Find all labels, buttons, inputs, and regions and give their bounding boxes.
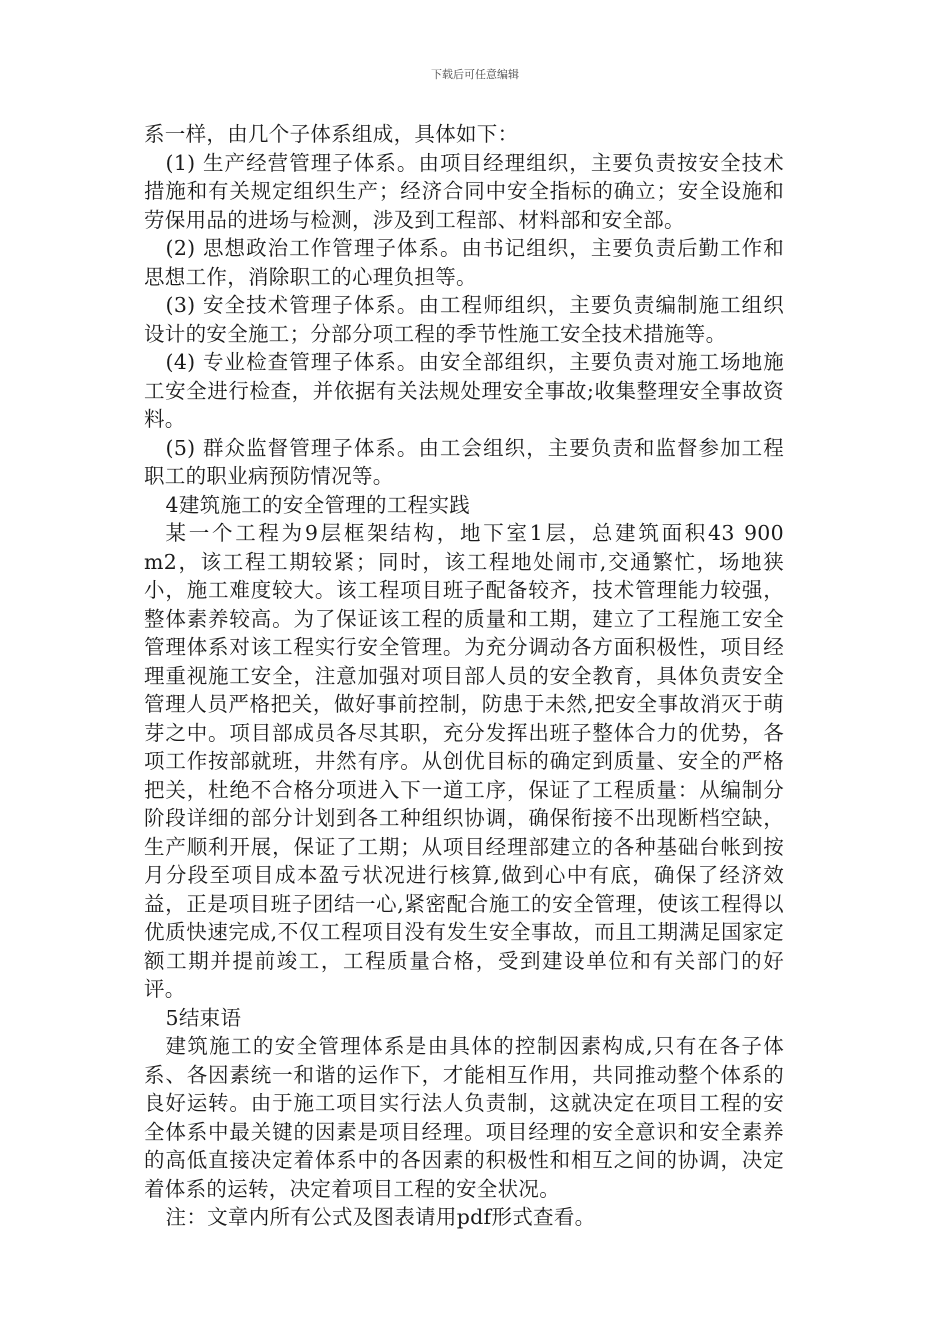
paragraph-note: 注：文章内所有公式及图表请用pdf形式查看。	[165, 1205, 596, 1229]
paragraph-intro: 系一样，由几个子体系组成，具体如下：	[144, 122, 519, 146]
paragraph-subsystem-5: (5) 群众监督管理子体系。由工会组织，主要负责和监督参加工程职工的职业病预防情况等。	[144, 435, 784, 488]
paragraph-subsystem-4: (4) 专业检查管理子体系。由安全部组织，主要负责对施工场地施工安全进行检查，并依据有关法规处理安全事故;收集整理安全事故资料。	[144, 350, 784, 431]
paragraph-practice: 某一个工程为9层框架结构，地下室1层，总建筑面积43 900 m2，该工程工期较紧；同时，该工程地处闹市,交通繁忙，场地狭小，施工难度较大。该工程项目班子配备较齐，技术管理能力较强，整体素养较高。为了保证该工程的质量和工期，建立了工程施工安全管理体系对该工程实行安全管理。为充分调动各方面积极性，项目经理重视施工安全，注意加强对项目部人员的安全教育，具体负责安全管理人员严格把关，做好事前控制，防患于未然,把安全事故消灭于萌芽之中。项目部成员各尽其职，充分发挥出班子整体合力的优势，各项工作按部就班，井然有序。从创优目标的确定到质量、安全的严格把关，杜绝不合格分项进入下一道工序，保证了工程质量：从编制分阶段详细的部分计划到各工种组织协调，确保衔接不出现断档空缺，生产顺利开展，保证了工期；从项目经理部建立的各种基础台帐到按月分段至项目成本盈亏状况进行核算,做到心中有底，确保了经济效益，正是项目班子团结一心,紧密配合施工的安全管理，使该工程得以优质快速完成,不仅工程项目没有发生安全事故，而且工期满足国家定额工期并提前竣工，工程质量合格，受到建设单位和有关部门的好评。	[144, 521, 784, 1001]
paragraph-subsystem-1: (1) 生产经营管理子体系。由项目经理组织，主要负责按安全技术措施和有关规定组织生产；经济合同中安全指标的确立；安全设施和劳保用品的进场与检测，涉及到工程部、材料部和安全部。	[144, 150, 784, 232]
page-header-note: 下载后可任意编辑	[431, 68, 519, 81]
document-body	[144, 120, 784, 1232]
section-heading-4: 4建筑施工的安全管理的工程实践	[165, 492, 471, 517]
paragraph-conclusion: 建筑施工的安全管理体系是由具体的控制因素构成,只有在各子体系、各因素统一和谐的运作下，才能相互作用，共同推动整个体系的良好运转。由于施工项目实行法人负责制，这就决定在项目工程的安全体系中最关键的因素是项目经理。项目经理的安全意识和安全素养的高低直接决定着体系中的各因素的积极性和相互之间的协调，决定着体系的运转，决定着项目工程的安全状况。	[144, 1034, 784, 1201]
paragraph-subsystem-3: (3) 安全技术管理子体系。由工程师组织，主要负责编制施工组织设计的安全施工；分部分项工程的季节性施工安全技术措施等。	[144, 293, 784, 346]
paragraph-subsystem-2: (2) 思想政治工作管理子体系。由书记组织，主要负责后勤工作和思想工作，消除职工的心理负担等。	[144, 236, 784, 289]
section-heading-5: 5结束语	[165, 1005, 242, 1030]
